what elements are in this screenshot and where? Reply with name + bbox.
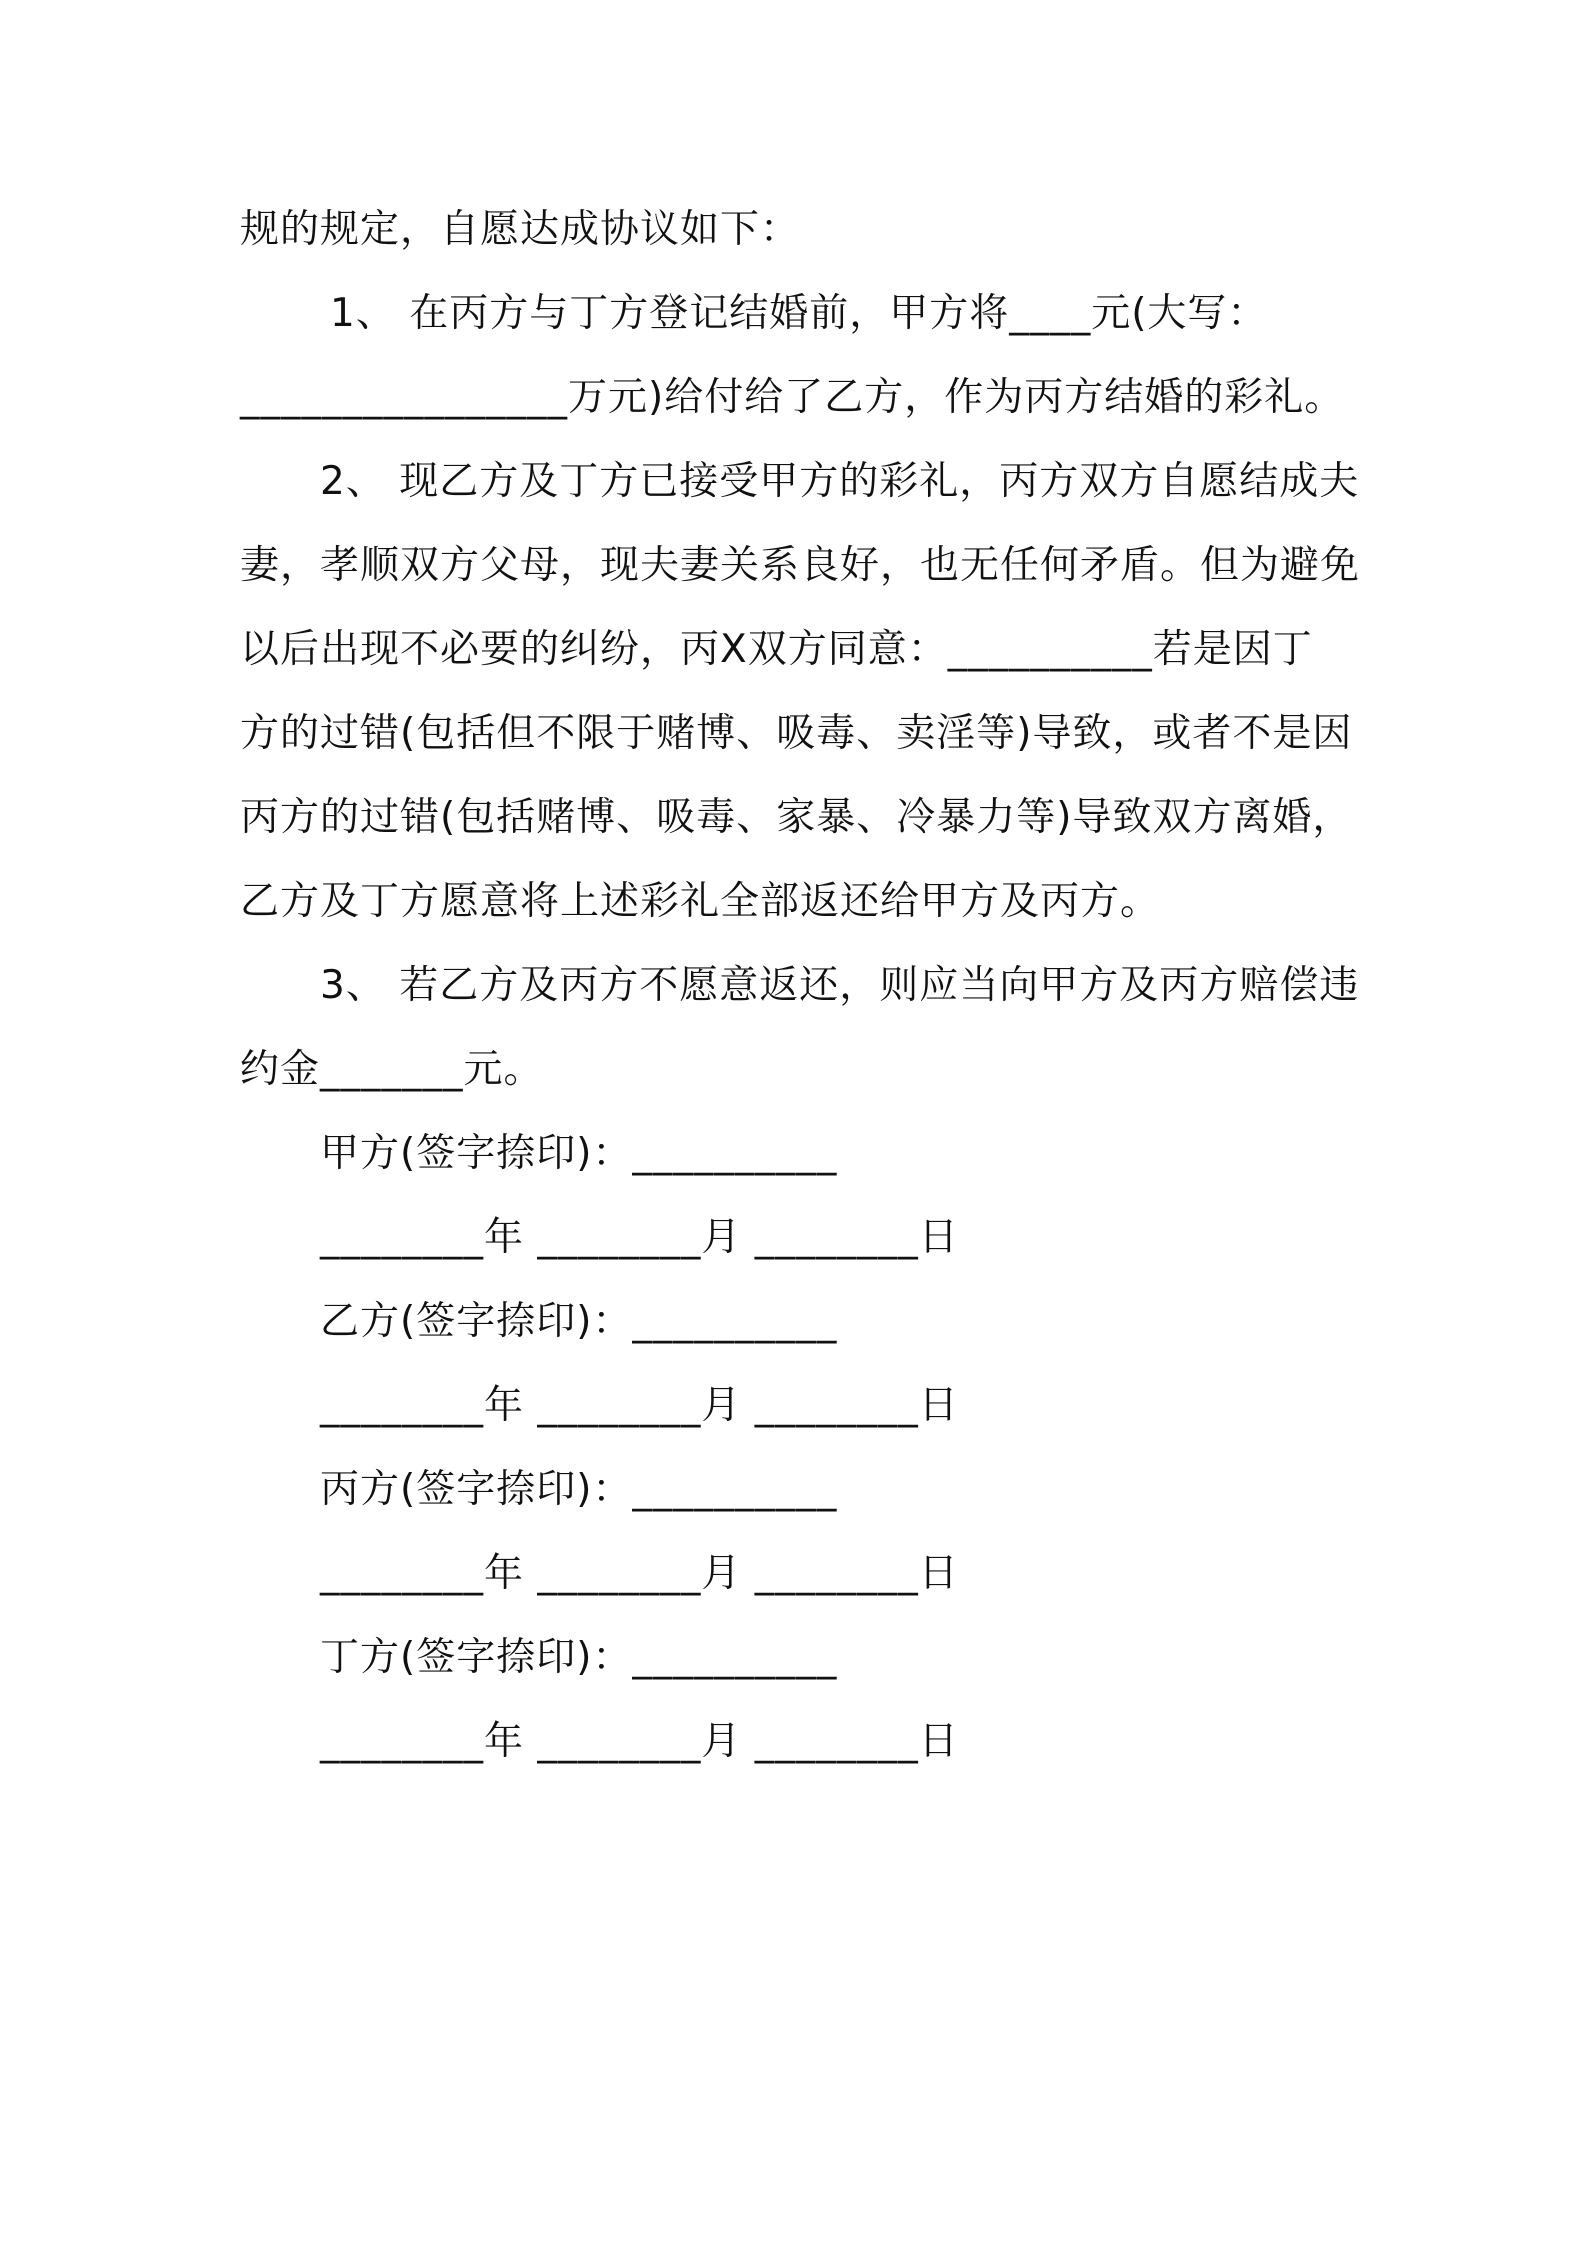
clause-3-line-1: 3、 若乙方及丙方不愿意返还，则应当向甲方及丙方赔偿违 bbox=[320, 963, 1360, 1008]
clause-3-line-2: 约金_______元。 bbox=[240, 1047, 544, 1092]
clause-1-line-1: 1、 在丙方与丁方登记结婚前，甲方将____元(大写： bbox=[330, 291, 1268, 336]
signature-date-party-a: ________年 ________月 ________日 bbox=[320, 1215, 959, 1260]
signature-label-party-b: 乙方(签字捺印)：__________ bbox=[320, 1299, 838, 1344]
clause-2-line-5: 丙方的过错(包括赌博、吸毒、家暴、冷暴力等)导致双方离婚， bbox=[240, 795, 1353, 840]
signature-label-party-d: 丁方(签字捺印)：__________ bbox=[320, 1635, 838, 1680]
signature-date-party-c: ________年 ________月 ________日 bbox=[320, 1551, 959, 1596]
text-line: 规的规定，自愿达成协议如下： bbox=[240, 207, 801, 252]
clause-2-line-1: 2、 现乙方及丁方已接受甲方的彩礼，丙方双方自愿结成夫 bbox=[320, 459, 1360, 504]
signature-label-party-a: 甲方(签字捺印)：__________ bbox=[320, 1131, 838, 1176]
clause-1-line-2: ________________万元)给付给了乙方，作为丙方结婚的彩礼。 bbox=[240, 375, 1345, 420]
clause-2-line-4: 方的过错(包括但不限于赌博、吸毒、卖淫等)导致，或者不是因 bbox=[240, 711, 1353, 756]
signature-date-party-b: ________年 ________月 ________日 bbox=[320, 1383, 959, 1428]
clause-2-line-6: 乙方及丁方愿意将上述彩礼全部返还给甲方及丙方。 bbox=[240, 879, 1161, 924]
signature-date-party-d: ________年 ________月 ________日 bbox=[320, 1719, 959, 1764]
signature-label-party-c: 丙方(签字捺印)：__________ bbox=[320, 1467, 838, 1512]
clause-2-line-3: 以后出现不必要的纠纷，丙X双方同意：__________若是因丁 bbox=[240, 627, 1313, 672]
clause-2-line-2: 妻，孝顺双方父母，现夫妻关系良好，也无任何矛盾。但为避免 bbox=[240, 543, 1361, 588]
